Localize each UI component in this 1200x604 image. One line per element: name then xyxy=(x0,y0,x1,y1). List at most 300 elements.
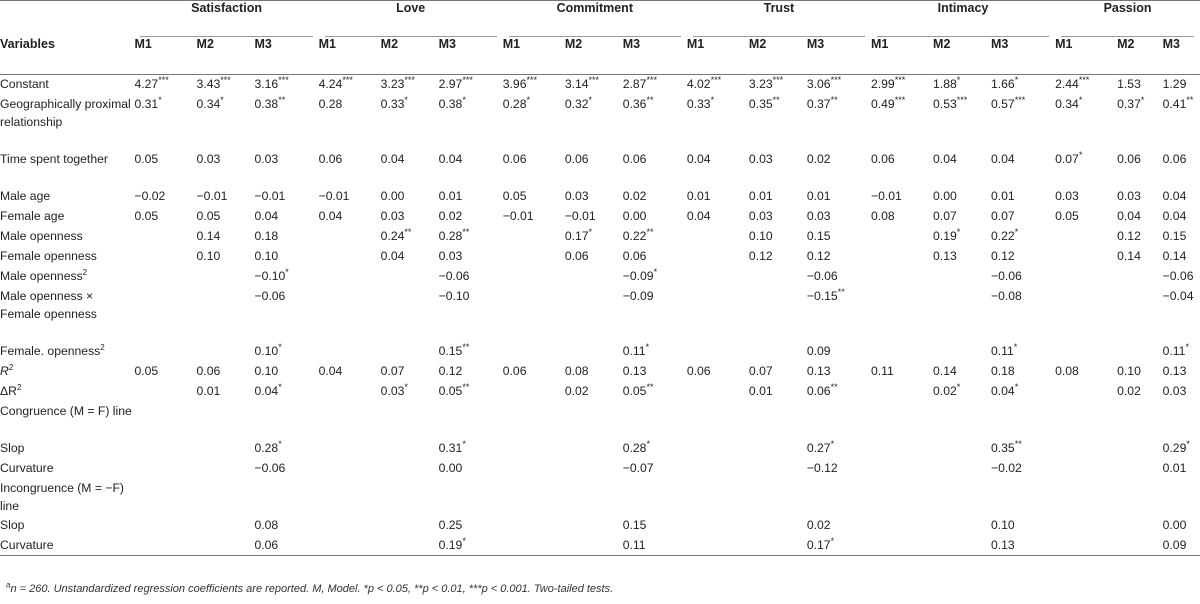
table-cell: 0.08 xyxy=(564,363,589,378)
table-cell xyxy=(439,402,503,439)
table-cell: −0.06 xyxy=(806,268,838,283)
table-cell xyxy=(871,287,933,342)
significance-stars: * xyxy=(653,266,658,277)
row-label xyxy=(0,75,134,95)
table-cell: 0.35** xyxy=(748,94,780,111)
row-label xyxy=(0,362,134,382)
significance-stars: ** xyxy=(830,94,838,105)
table-cell: 0.06 xyxy=(564,248,589,263)
significance-stars: * xyxy=(404,94,408,105)
significance-stars: * xyxy=(285,266,289,277)
table-row xyxy=(0,516,1200,536)
table-cell: 0.07 xyxy=(380,363,405,378)
table-cell xyxy=(319,536,381,556)
table-cell xyxy=(134,227,196,247)
table-cell: 0.02 xyxy=(564,383,589,398)
table-cell: −0.04 xyxy=(1162,288,1194,303)
table-cell: −0.09* xyxy=(622,266,658,283)
model-header-intimacy-m2: M2 xyxy=(933,37,951,51)
row-label xyxy=(0,247,134,267)
model-header-satisfaction-m2: M2 xyxy=(196,37,214,51)
table-row xyxy=(0,187,1200,207)
table-cell: 0.07 xyxy=(748,363,773,378)
table-cell: 0.02* xyxy=(933,381,961,398)
row-label xyxy=(0,342,134,362)
table-cell: 0.27* xyxy=(806,438,835,455)
table-cell xyxy=(871,536,933,556)
significance-stars: *** xyxy=(462,74,473,85)
table-cell: 0.04 xyxy=(933,151,957,166)
significance-stars: * xyxy=(830,438,835,449)
significance-stars: * xyxy=(220,94,224,105)
row-label xyxy=(0,536,134,556)
table-cell: 0.00 xyxy=(622,208,647,223)
table-cell: 0.08 xyxy=(254,517,279,532)
row-label-text: Congruence (M = F) line xyxy=(0,403,132,418)
table-cell: 0.02 xyxy=(438,208,463,223)
table-cell: 0.03 xyxy=(254,151,279,166)
table-cell: 0.13 xyxy=(806,363,831,378)
table-cell: 0.11 xyxy=(622,537,646,552)
table-cell: 0.06 xyxy=(1117,151,1141,166)
table-cell xyxy=(1055,439,1117,459)
significance-stars: ** xyxy=(830,381,838,392)
table-cell: 1.29 xyxy=(1162,77,1187,91)
significance-stars: * xyxy=(278,341,282,352)
table-cell: 0.04 xyxy=(686,151,711,166)
table-cell xyxy=(623,402,687,439)
group-header-satisfaction: Satisfaction xyxy=(134,1,318,38)
significance-stars: * xyxy=(1014,74,1019,85)
significance-stars: * xyxy=(1014,381,1019,392)
table-cell xyxy=(197,536,255,556)
table-cell: 0.10* xyxy=(254,341,282,358)
table-cell: 0.38** xyxy=(254,94,286,111)
table-row xyxy=(0,207,1200,227)
table-cell: 0.24** xyxy=(380,226,412,243)
table-cell xyxy=(871,459,933,479)
table-cell xyxy=(749,439,807,459)
table-cell: 3.23*** xyxy=(748,74,784,91)
table-cell: 0.06 xyxy=(622,248,647,263)
table-cell: 0.06 xyxy=(318,151,343,166)
table-cell: 0.41** xyxy=(1162,94,1194,111)
table-cell xyxy=(319,227,381,247)
table-cell xyxy=(687,287,749,342)
table-cell xyxy=(749,267,807,287)
table-cell: 0.34* xyxy=(196,94,224,111)
footnote-mark: a xyxy=(6,580,11,590)
table-cell xyxy=(565,402,623,439)
table-row xyxy=(0,150,1200,187)
table-cell: 0.04 xyxy=(686,208,711,223)
model-header-trust-m2: M2 xyxy=(748,37,767,51)
table-cell xyxy=(871,402,933,439)
table-cell: 0.34* xyxy=(1055,94,1083,111)
group-header-row xyxy=(0,1,1200,38)
table-row xyxy=(0,75,1200,95)
model-header-satisfaction-m1: M1 xyxy=(134,37,152,51)
table-cell xyxy=(565,479,623,516)
table-cell: 0.10 xyxy=(748,228,773,243)
table-cell xyxy=(1055,479,1117,516)
table-cell xyxy=(565,516,623,536)
table-cell xyxy=(197,516,255,536)
table-cell xyxy=(381,479,439,516)
table-cell xyxy=(991,479,1055,516)
row-label-text: Female. openness xyxy=(0,343,101,358)
table-row xyxy=(0,287,1200,342)
table-cell xyxy=(197,459,255,479)
table-cell: 4.24*** xyxy=(318,74,353,91)
table-cell xyxy=(503,342,565,362)
table-cell: −0.01 xyxy=(564,208,596,223)
table-cell: −0.06 xyxy=(438,268,470,283)
row-label-text: Male openness xyxy=(0,268,83,283)
table-cell xyxy=(871,382,933,402)
table-cell xyxy=(687,227,749,247)
table-cell xyxy=(319,267,381,287)
table-cell: 0.31* xyxy=(438,438,466,455)
table-cell xyxy=(1055,536,1117,556)
significance-stars: * xyxy=(645,341,650,352)
table-cell xyxy=(933,536,991,556)
row-label xyxy=(0,459,134,479)
table-cell: 0.15 xyxy=(1162,228,1187,243)
table-cell xyxy=(749,342,807,362)
table-cell: −0.10* xyxy=(254,266,289,283)
table-cell xyxy=(197,439,255,459)
table-cell: 0.05 xyxy=(196,208,221,223)
table-row xyxy=(0,247,1200,267)
table-row xyxy=(0,439,1200,459)
row-label-text: Curvature xyxy=(0,537,54,552)
table-cell: 0.35** xyxy=(990,438,1022,455)
significance-stars: ** xyxy=(462,226,470,237)
table-cell: −0.07 xyxy=(622,460,654,475)
table-cell: 0.01 xyxy=(438,188,463,203)
significance-stars: *** xyxy=(1014,94,1026,105)
table-cell xyxy=(503,402,565,439)
table-cell: 0.03 xyxy=(196,151,221,166)
table-cell xyxy=(319,287,381,342)
significance-stars: * xyxy=(588,226,593,237)
table-row xyxy=(0,479,1200,516)
table-cell xyxy=(503,516,565,536)
significance-stars: *** xyxy=(830,74,842,85)
table-cell: 0.12 xyxy=(748,248,773,263)
table-cell: 0.06 xyxy=(502,151,527,166)
row-label xyxy=(0,516,134,536)
model-header-love-m3: M3 xyxy=(438,37,456,51)
blank-corner xyxy=(0,1,134,38)
table-cell: −0.06 xyxy=(990,268,1022,283)
table-row xyxy=(0,267,1200,287)
table-cell xyxy=(749,479,807,516)
significance-stars: * xyxy=(1078,94,1083,105)
table-cell: 0.04 xyxy=(380,248,405,263)
table-cell xyxy=(933,459,991,479)
table-cell xyxy=(1117,267,1163,287)
table-cell xyxy=(503,479,565,516)
table-cell xyxy=(134,342,196,362)
row-label-text: Male openness × Female openness xyxy=(0,288,97,321)
row-label-text: Incongruence (M = −F) line xyxy=(0,480,124,513)
significance-stars: *** xyxy=(894,94,906,105)
table-cell xyxy=(1117,516,1163,536)
table-cell: 0.11* xyxy=(1162,341,1189,358)
table-cell: 0.28** xyxy=(438,226,470,243)
table-cell: 1.53 xyxy=(1117,77,1141,91)
table-cell xyxy=(807,402,871,439)
table-cell: 0.28* xyxy=(622,438,650,455)
significance-stars: * xyxy=(956,381,961,392)
table-cell: 0.37** xyxy=(806,94,838,111)
model-header-love-m2: M2 xyxy=(380,37,399,51)
table-cell: 0.57*** xyxy=(990,94,1026,111)
significance-stars: ** xyxy=(278,94,286,105)
significance-stars: * xyxy=(278,438,282,449)
significance-stars: ** xyxy=(772,94,780,105)
table-cell: 1.88* xyxy=(933,74,961,91)
model-header-row xyxy=(0,37,1200,75)
table-cell xyxy=(933,439,991,459)
significance-stars: ** xyxy=(1186,94,1194,105)
table-cell xyxy=(1055,459,1117,479)
significance-stars: * xyxy=(710,94,715,105)
significance-stars: * xyxy=(1013,341,1018,352)
table-cell xyxy=(319,342,381,362)
table-cell xyxy=(749,536,807,556)
table-cell xyxy=(687,402,749,439)
table-cell xyxy=(1055,287,1117,342)
table-cell: 3.06*** xyxy=(806,74,842,91)
table-cell: 0.10 xyxy=(196,248,221,263)
table-cell: 2.97*** xyxy=(438,74,473,91)
table-cell: 0.01 xyxy=(1162,460,1187,475)
model-header-passion-m2: M2 xyxy=(1117,37,1135,51)
row-label-text: R xyxy=(0,363,9,378)
table-cell: 0.17* xyxy=(564,226,593,243)
table-cell xyxy=(134,402,196,439)
table-cell xyxy=(933,516,991,536)
table-cell xyxy=(503,227,565,247)
table-cell: 2.99*** xyxy=(870,74,906,91)
model-header-intimacy-m1: M1 xyxy=(870,37,889,51)
table-cell: 0.02 xyxy=(806,517,831,532)
table-cell xyxy=(1055,402,1117,439)
table-cell: −0.01 xyxy=(502,208,534,223)
table-cell: 0.14 xyxy=(1162,248,1187,263)
table-cell xyxy=(503,459,565,479)
table-cell xyxy=(254,402,318,439)
table-cell: 0.03 xyxy=(564,188,589,203)
table-cell: −0.01 xyxy=(870,188,902,203)
table-cell: 0.06 xyxy=(502,363,527,378)
table-cell: 0.03 xyxy=(748,208,773,223)
significance-stars: *** xyxy=(588,74,600,85)
table-cell xyxy=(1117,479,1163,516)
table-cell: 0.12 xyxy=(990,248,1015,263)
row-label xyxy=(0,382,134,402)
table-cell: 0.03 xyxy=(1162,383,1187,398)
table-cell xyxy=(1163,402,1200,439)
variables-header: Variables xyxy=(0,37,55,51)
table-cell: 0.06 xyxy=(870,151,895,166)
table-cell xyxy=(439,479,503,516)
table-cell xyxy=(134,267,196,287)
table-cell xyxy=(687,459,749,479)
table-cell: 0.01 xyxy=(806,188,831,203)
table-cell: 0.04 xyxy=(438,151,463,166)
table-cell: 0.37* xyxy=(1117,94,1145,111)
table-cell: 1.66* xyxy=(990,74,1019,91)
table-cell xyxy=(319,479,381,516)
table-cell xyxy=(687,342,749,362)
table-cell: 0.09 xyxy=(806,343,831,358)
significance-stars: * xyxy=(588,94,593,105)
table-cell: 0.28 xyxy=(318,96,343,111)
table-cell: −0.08 xyxy=(990,288,1022,303)
table-cell xyxy=(1055,516,1117,536)
table-cell: 0.06 xyxy=(622,151,647,166)
significance-stars: * xyxy=(1186,438,1190,449)
table-cell xyxy=(871,267,933,287)
table-cell: 0.05 xyxy=(134,151,159,166)
model-header-intimacy-m3: M3 xyxy=(990,37,1009,51)
table-cell xyxy=(503,247,565,267)
row-label xyxy=(0,227,134,247)
group-header-passion: Passion xyxy=(1055,1,1200,38)
table-cell: 0.05 xyxy=(134,363,159,378)
table-cell: 0.06 xyxy=(1162,151,1187,166)
table-cell xyxy=(1117,459,1163,479)
table-cell xyxy=(871,247,933,267)
table-cell xyxy=(381,287,439,342)
table-cell xyxy=(1055,267,1117,287)
significance-stars: * xyxy=(526,94,530,105)
table-cell: 0.00 xyxy=(380,188,405,203)
table-cell: 0.02 xyxy=(1117,383,1141,398)
table-cell: 0.04 xyxy=(990,151,1015,166)
table-cell: 0.11 xyxy=(870,363,894,378)
table-cell: 0.08 xyxy=(1055,363,1079,378)
model-header-passion-m3: M3 xyxy=(1162,37,1181,51)
row-label xyxy=(0,479,134,516)
row-label xyxy=(0,439,134,459)
table-cell xyxy=(933,267,991,287)
table-cell: 0.01 xyxy=(196,383,221,398)
table-cell: 0.09 xyxy=(1162,537,1187,552)
table-cell: 0.06** xyxy=(806,381,838,398)
table-cell: 0.38* xyxy=(438,94,466,111)
model-header-love-m1: M1 xyxy=(318,37,336,51)
table-cell: 3.23*** xyxy=(380,74,415,91)
table-cell: 0.18 xyxy=(990,363,1015,378)
table-cell xyxy=(319,459,381,479)
model-header-passion-m1: M1 xyxy=(1055,37,1073,51)
table-cell: 0.06 xyxy=(564,151,589,166)
table-cell xyxy=(687,267,749,287)
model-header-commitment-m2: M2 xyxy=(564,37,583,51)
table-cell: 0.07 xyxy=(990,208,1015,223)
table-cell: −0.06 xyxy=(254,288,286,303)
table-cell xyxy=(134,459,196,479)
group-header-commitment: Commitment xyxy=(503,1,687,38)
table-cell xyxy=(254,479,318,516)
table-cell: 0.03 xyxy=(1055,188,1079,203)
table-cell: −0.09 xyxy=(622,288,654,303)
table-cell xyxy=(1117,536,1163,556)
table-cell: 0.28* xyxy=(502,94,530,111)
row-label-text: Female age xyxy=(0,208,65,223)
table-cell xyxy=(319,439,381,459)
significance-stars: * xyxy=(278,381,282,392)
table-cell: 0.04* xyxy=(254,381,282,398)
table-cell: −0.15** xyxy=(806,286,845,303)
table-cell: 3.14*** xyxy=(564,74,600,91)
table-row xyxy=(0,362,1200,382)
table-cell xyxy=(1117,439,1163,459)
table-cell xyxy=(687,479,749,516)
table-cell: −0.10 xyxy=(438,288,470,303)
table-cell xyxy=(197,267,255,287)
significance-stars: * xyxy=(1140,94,1145,105)
table-cell xyxy=(134,287,196,342)
table-cell: 0.33* xyxy=(686,94,715,111)
table-cell: 0.28* xyxy=(254,438,282,455)
group-header-trust: Trust xyxy=(687,1,871,38)
table-cell: 0.10 xyxy=(1117,363,1141,378)
table-cell xyxy=(134,536,196,556)
table-cell: 0.22* xyxy=(990,226,1019,243)
table-cell: 0.10 xyxy=(254,363,279,378)
table-cell xyxy=(933,287,991,342)
table-cell xyxy=(503,382,565,402)
table-cell: 0.04 xyxy=(318,208,343,223)
table-cell: 0.13 xyxy=(1162,363,1187,378)
table-cell xyxy=(565,342,623,362)
table-cell xyxy=(871,227,933,247)
table-cell xyxy=(871,479,933,516)
row-label-text: Female openness xyxy=(0,248,97,263)
table-cell xyxy=(687,516,749,536)
table-cell: 0.32* xyxy=(564,94,593,111)
table-cell xyxy=(134,516,196,536)
significance-stars: * xyxy=(1078,149,1083,160)
table-cell xyxy=(134,479,196,516)
table-cell: 0.06 xyxy=(196,363,221,378)
table-cell: −0.02 xyxy=(134,188,166,203)
row-label-superscript: 2 xyxy=(82,267,88,277)
row-label-text: Male age xyxy=(0,188,51,203)
table-cell: 0.03 xyxy=(748,151,773,166)
table-cell xyxy=(381,536,439,556)
significance-stars: * xyxy=(462,94,466,105)
table-cell: 0.36** xyxy=(622,94,654,111)
significance-stars: * xyxy=(1185,341,1189,352)
table-cell: 0.04 xyxy=(380,151,405,166)
table-cell: 3.43*** xyxy=(196,74,231,91)
table-cell: 0.05 xyxy=(502,188,527,203)
table-cell: 0.01 xyxy=(748,383,773,398)
table-cell xyxy=(503,536,565,556)
table-row xyxy=(0,382,1200,402)
row-label xyxy=(0,402,134,439)
table-cell: 0.11* xyxy=(990,341,1018,358)
table-cell: 0.05 xyxy=(134,208,159,223)
significance-stars: * xyxy=(404,381,408,392)
